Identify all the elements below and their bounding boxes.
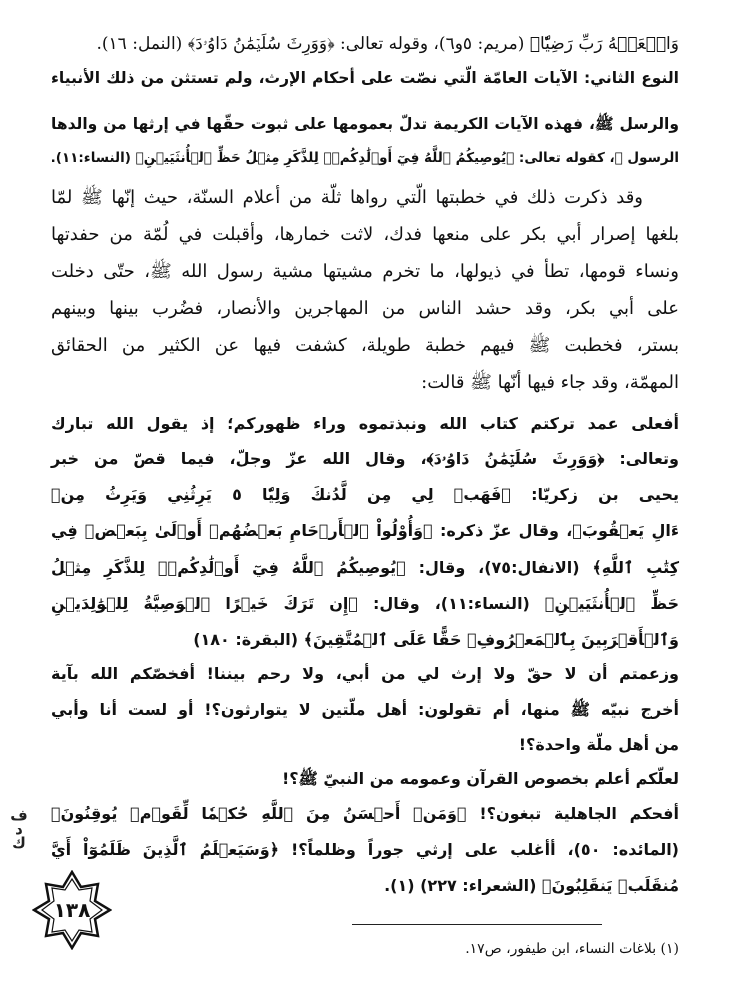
page-number: ١٣٨ — [53, 898, 91, 922]
quote-line: وَٱلۡأَقۡرَبِينَ بِٱلۡمَعۡرُوفِۖ حَقًّا عَلَى ٱلۡمُتَّقِينَ﴾ (البقرة: ١٨٠) — [193, 630, 679, 649]
text-line: الرسول ﷺ، كقوله تعالى: ﴿يُوصِيكُمُ ٱللَّهُ فِيٓ أَوۡلَٰدِكُمۡۖ لِلذَّكَرِ مِثۡلُ حَظِّ ٱلۡأُنثَيَيۡنِ﴾ (النساء:١١). — [50, 150, 679, 166]
text-line: المهمّة، وقد جاء فيها أنّها ﷺ قالت: — [421, 372, 679, 393]
text-line: والرسل ﷺ، فهذه الآيات الكريمة تدلّ بعمومها على ثبوت حقّها في إرثها من والدها — [51, 115, 679, 133]
quote-line: وزعمتم أن لا حقّ ولا إرث لي من أبي، ولا رحم بيننا! أفخصّكم الله بآية — [51, 664, 679, 683]
chapter-side-marker: ف د ك — [10, 806, 28, 852]
quote-line: أخرج نبيّه ﷺ منها، أم تقولون: أهل ملّتين لا يتوارثون؟! أو لست أنا وأبي — [51, 700, 679, 719]
text-line: على أبي بكر، وقد حشد الناس من المهاجرين والأنصار، فضُرب بينها وبينهم — [51, 298, 679, 319]
quote-line: من أهل ملّة واحدة؟! — [518, 735, 679, 754]
text-line: بلغها إصرار أبي بكر على منعها فدك، لاثت خمارها، وأقبلت في لُمّة من حفدتها — [51, 224, 679, 245]
quote-line: أفعلى عمد تركتم كتاب الله ونبذتموه وراء ظهوركم؛ إذ يقول الله تبارك — [51, 414, 679, 433]
text-line: بستر، فخطبت ﷺ فيهم خطبة طويلة، كشفت فيها عن الكثير من الحقائق — [51, 335, 679, 356]
page-number-badge — [32, 870, 112, 950]
quote-line: وتعالى: ﴿وَوَرِثَ سُلَيۡمَٰنُ دَاوُۥدَ﴾، وقال الله عزّ وجلّ، فيما قصّ من خبر — [51, 449, 679, 468]
quote-line: ءَالِ يَعۡقُوبَ﴾، وقال عزّ ذكره: ﴿وَأُوْلُواْ ٱلۡأَرۡحَامِ بَعۡضُهُمۡ أَوۡلَىٰ بِبَعۡضٖ فِي — [51, 521, 679, 540]
text-line: وقد ذكرت ذلك في خطبتها الّتي رواها ثلّة من أعلام السنّة، حيث إنّها ﷺ لمّا — [51, 187, 643, 208]
footnote-divider — [352, 924, 602, 925]
quote-line: يحيى بن زكريّا: ﴿فَهَبۡ لِي مِن لَّدُنكَ وَلِيّٗا ٥ يَرِثُنِي وَيَرِثُ مِنۡ — [51, 485, 679, 504]
quote-line: مُنقَلَبٖ يَنقَلِبُونَ﴾ (الشعراء: ٢٢٧) (١). — [384, 876, 679, 895]
quote-line: لعلّكم أعلم بخصوص القرآن وعمومه من النبيّ ﷺ؟! — [281, 769, 679, 788]
text-line: ونساء قومها، تطأ في ذيولها، ما تخرم مشيتها مشية رسول الله ﷺ، حتّى دخلت — [51, 261, 679, 282]
quote-line: كِتَٰبِ ٱللَّهِ﴾ (الانفال:٧٥)، وقال: ﴿يُوصِيكُمُ ٱللَّهُ فِيٓ أَوۡلَٰدِكُمۡۖ لِلذَّكَرِ مِثۡلُ — [51, 558, 679, 577]
text-line: وَاجۡعَلۡهُ رَبِّ رَضِيّٗا﴾ (مريم: ٥و٦)، وقوله تعالى: ﴿وَوَرِثَ سُلَيۡمَٰنُ دَاوُۥدَ﴾ (النمل: ١٦). — [96, 34, 679, 54]
margin-sidebar — [0, 0, 120, 995]
quote-line: أفحكم الجاهلية تبغون؟! ﴿وَمَنۡ أَحۡسَنُ مِنَ ٱللَّهِ حُكۡمٗا لِّقَوۡمٖ يُوقِنُونَ﴾ — [51, 804, 679, 823]
footnote: (١) بلاغات النساء، ابن طيفور، ص١٧. — [465, 941, 679, 957]
quote-line: (المائده: ٥٠)، أأغلب على إرثي جوراً وظلماً؟! ﴿وَسَيَعۡلَمُ ٱلَّذِينَ ظَلَمُوٓاْ أَيَّ — [51, 840, 679, 859]
text-line: النوع الثاني: الآيات العامّة الّتي نصّت على أحكام الإرث، ولم تستثن من ذلك الأنبياء — [51, 69, 679, 87]
quote-line: حَظِّ ٱلۡأُنثَيَيۡنِ﴾ (النساء:١١)، وقال: ﴿إِن تَرَكَ خَيۡرًا ٱلۡوَصِيَّةُ لِلۡوَٰلِدَيۡنِ — [51, 594, 680, 613]
